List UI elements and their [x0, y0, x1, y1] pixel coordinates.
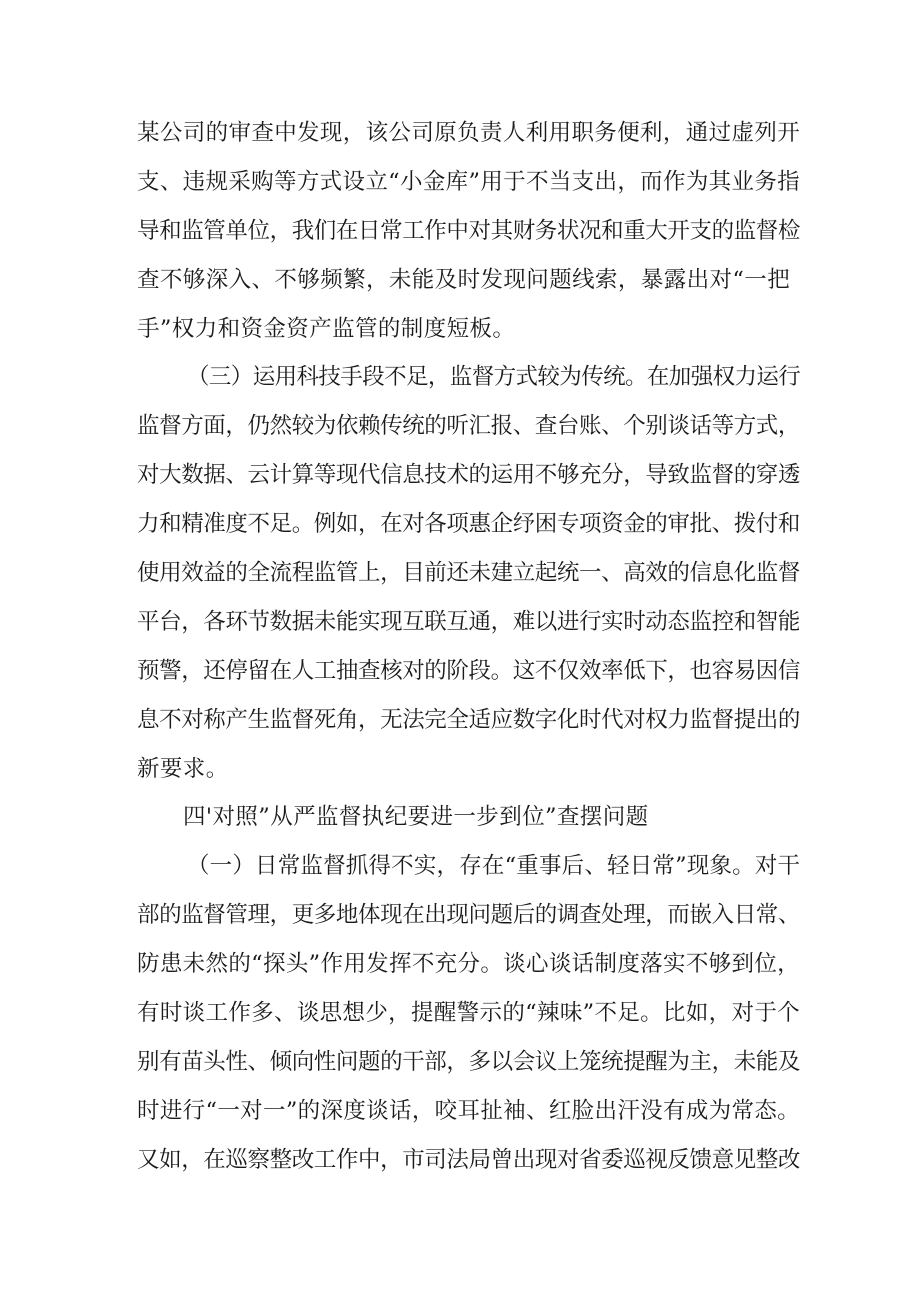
text-line: 对大数据、云计算等现代信息技术的运用不够充分，导致监督的穿透 [137, 462, 801, 488]
text-line: 某公司的审查中发现，该公司原负责人利用职务便利，通过虚列开 [137, 120, 801, 146]
text-line: 平台，各环节数据未能实现互联互通，难以进行实时动态监控和智能 [137, 609, 801, 635]
text-line: 别有苗头性、倾向性问题的干部，多以会议上笼统提醒为主，未能及 [137, 1049, 801, 1075]
text-line: 又如，在巡察整改工作中，市司法局曾出现对省委巡视反馈意见整改 [137, 1147, 801, 1173]
text-line: 部的监督管理，更多地体现在出现问题后的调查处理，而嵌入日常、 [137, 902, 801, 928]
section-heading-4: 四'对照”从严监督执纪要进一步到位”查摆问题 [183, 804, 649, 830]
text-line: 息不对称产生监督死角，无法完全适应数字化时代对权力监督提出的 [137, 707, 801, 733]
text-line: 时进行“一对一”的深度谈话，咬耳扯袖、红脸出汗没有成为常态。 [137, 1098, 801, 1124]
subsection-heading-1: （一）日常监督抓得不实，存在“重事后、轻日常”现象。对干 [187, 853, 801, 879]
text-line: 使用效益的全流程监管上，目前还未建立起统一、高效的信息化监督 [137, 560, 801, 586]
text-line: 力和精准度不足。例如，在对各项惠企纾困专项资金的审批、拨付和 [137, 511, 801, 537]
text-line: 手”权力和资金资产监管的制度短板。 [137, 316, 516, 342]
text-line: 查不够深入、不够频繁，未能及时发现问题线索，暴露出对“一把 [137, 267, 791, 293]
text-line: 有时谈工作多、谈思想少，提醒警示的“辣味”不足。比如，对于个 [137, 1000, 801, 1026]
section-heading-3: （三）运用科技手段不足，监督方式较为传统。在加强权力运行 [187, 364, 801, 390]
text-line: 导和监管单位，我们在日常工作中对其财务状况和重大开支的监督检 [137, 218, 801, 244]
text-line: 防患未然的“探头”作用发挥不充分。谈心谈话制度落实不够到位， [137, 951, 801, 977]
text-line: 新要求。 [137, 756, 229, 782]
text-line: 监督方面，仍然较为依赖传统的听汇报、查台账、个别谈话等方式， [137, 413, 801, 439]
text-line: 预警，还停留在人工抽查核对的阶段。这不仅效率低下，也容易因信 [137, 658, 801, 684]
text-line: 支、违规采购等方式设立“小金库”用于不当支出，而作为其业务指 [137, 169, 801, 195]
